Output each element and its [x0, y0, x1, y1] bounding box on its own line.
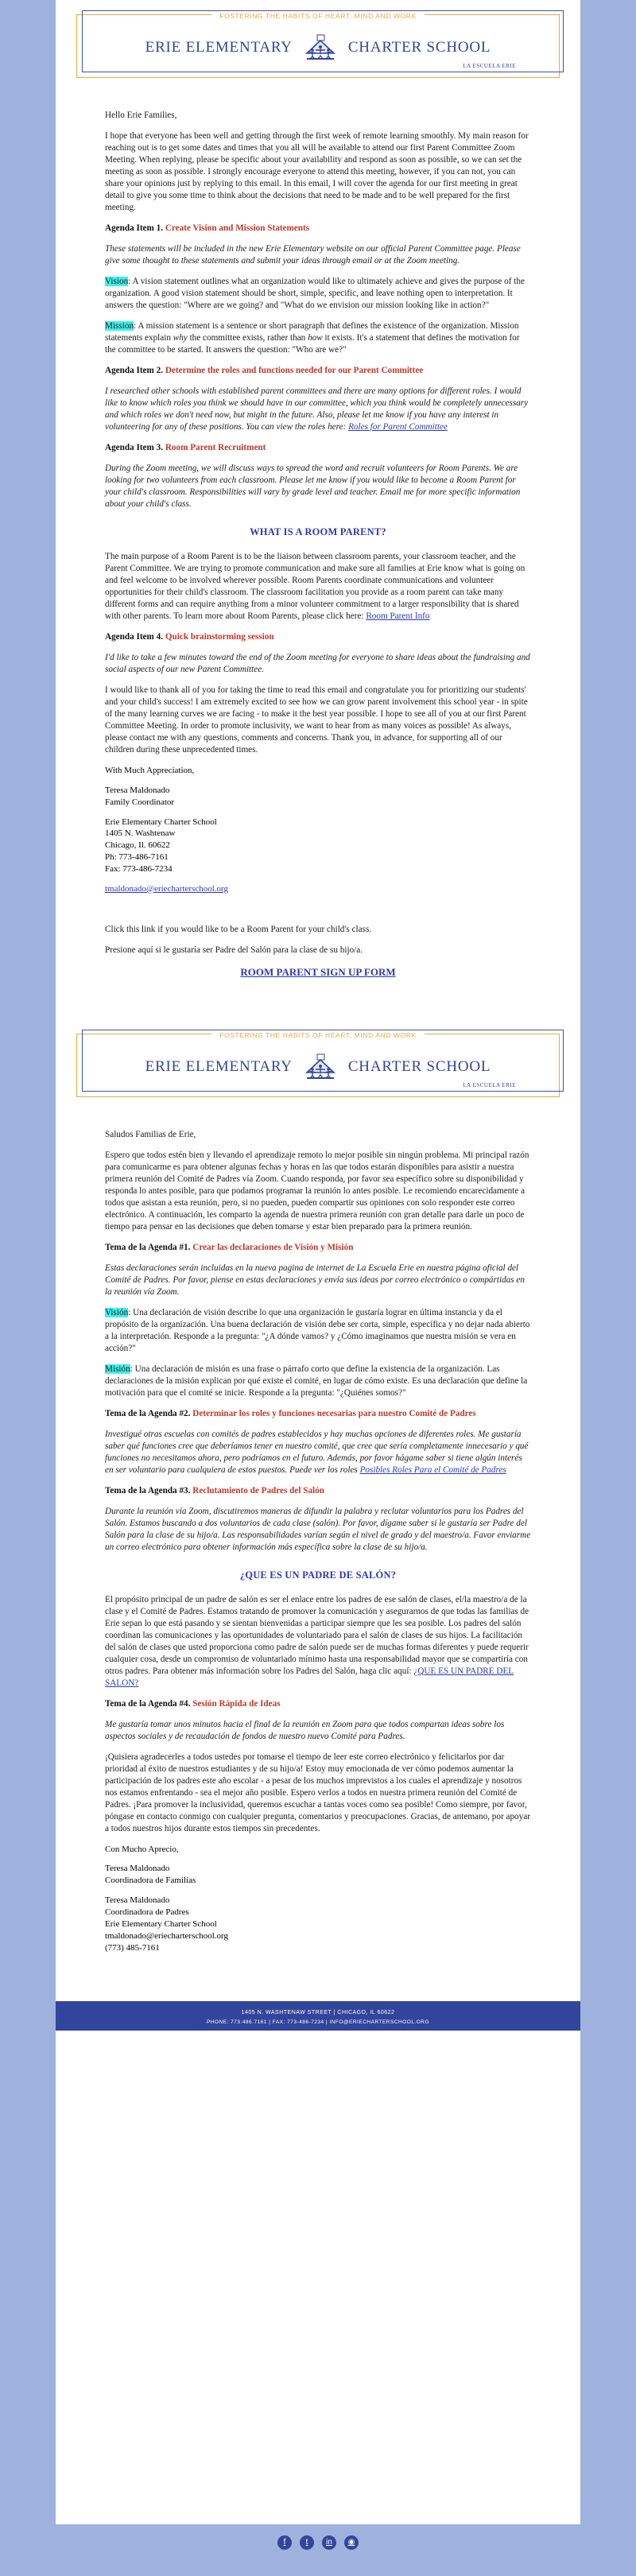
school-house-logo-icon — [302, 34, 339, 61]
logo-name-right-2: CHARTER SCHOOL — [347, 1057, 491, 1075]
vision-body-es: : Una declaración de visión describe lo que una organización le gustaría lograr en última instancia y da el propósito de la organización. Una buena declaración de visión debe ser corta, simple, específica y no dejar nada abierto a la interpretación. Responde a la pregunta: "¿A dónde vamos? y ¿Cómo imaginamos que nuestra misión se vera en acción?" — [105, 1307, 530, 1353]
masthead-frame-2 — [76, 1030, 560, 1097]
twitter-icon[interactable]: t — [300, 2535, 314, 2550]
vision-body: : A vision statement outlines what an organization would like to ultimately achieve and gives the purpose of the organization. A good vision statement should be short, simple, specific, and leave nothing open to interpretation. It answers the question: "Where are we going? and "What do we envision our mission looking like in action?" — [105, 277, 525, 310]
mission-body-1: : A mission statement is a sentence or short paragraph that defines the existence of the organization. Mission statements explain — [105, 321, 519, 343]
school-house-logo-icon-2 — [302, 1053, 339, 1080]
mission-paragraph — [105, 320, 531, 356]
tema-1-title: Crear las declaraciones de Visión y Misión — [192, 1242, 354, 1252]
logo-subtitle: LA ESCUELA ERIE — [463, 63, 516, 69]
salon-text: El propósito principal de un padre de salón es ser el enlace entre los padres de ese salón de clases, el/la maestro/a de la clase y el Comité de Padres. Estamos tratando de promover la comunicación y asegurarnos de que todas las familias de Erie sepan lo que está pasando y se sientan bienvenidas a participar siempre que les sea posible. Los padres del salón coordinan las comunicaciones y las oportunidades de voluntariado para el salón de clases de sus hijos. La facilitación del salón de clases que usted proporciona como padre de salón puede ser de muchas formas diferentes y puede requerir cualquier cosa, desde un compromiso de voluntariado mínimo hasta una responsabilidad mayor que se compartiría con otros padres. Para obtener más información sobre los Padres del Salón, haga clic aquí: — [105, 1594, 529, 1676]
masthead-spanish — [56, 1019, 580, 1108]
agenda-item-1-heading: Agenda Item 1. Create Vision and Mission Statements — [105, 223, 310, 233]
salon-body — [105, 1594, 531, 1690]
english-intro: I hope that everyone has been well and getting through the first week of remote learning smoothly. My main reason for reaching out is to get some dates and times that you all will be available to attend our first Parent Committee Zoom Meeting. When replying, please be specific about your availability and respond as soon as possible, so we can set the meeting as soon as possible. I strongly encourage everyone to attend this meeting, however, if you can not, you can share your opinions just by replying to this email. In this email, I will cover the agenda for our first meeting in great detail to give you some time to think about the decisions that need to be made and to be well prepared for the first meeting. — [105, 131, 529, 212]
tema-1-label: Tema de la Agenda #1 — [105, 1242, 188, 1252]
sig-block-name: Teresa Maldonado — [105, 1895, 170, 1906]
mision-label-es: Misión — [105, 1364, 130, 1374]
tema-2-label: Tema de la Agenda #2 — [105, 1408, 188, 1418]
agenda-2-label: Agenda Item 2 — [105, 366, 161, 375]
mission-body-2: the committee exists, rather than — [187, 333, 308, 343]
tema-2-body — [105, 1429, 531, 1476]
instagram-icon[interactable]: ◉ — [344, 2535, 359, 2550]
spanish-body — [56, 1108, 580, 2002]
vision-paragraph-es — [105, 1307, 531, 1355]
tema-1-body: Estas declaraciones serán incluidas en la nueva pagina de internet de La Escuela Erie en nuestra página oficial del Comité de Padres. Por favor, piense en estas declaraciones y envía sus ideas por correo electrónico o compártidas en la reunión vía Zoom. — [105, 1263, 525, 1297]
tema-4-heading: Tema de la Agenda #4. Sesión Rápida de Ideas — [105, 1698, 281, 1709]
room-parent-info-link[interactable]: Room Parent Info — [366, 611, 430, 621]
sig-street: 1405 N. Washtenaw — [105, 828, 176, 839]
room-parent-body — [105, 551, 531, 623]
agenda-item-1-body: These statements will be included in the new Erie Elementary website on our official Parent Committee page. Please give some thought to these statements and submit your ideas through email or at the Zoom meeting. — [105, 244, 521, 266]
mission-how: how — [308, 333, 323, 343]
roles-for-parent-committee-link[interactable]: Roles for Parent Committee — [348, 422, 448, 432]
masthead-frame — [76, 14, 560, 78]
tema-2-title: Determinar los roles y funciones necesarias para nuestro Comité de Padres — [192, 1408, 476, 1418]
tema-3-body: Durante la reunión vía Zoom, discutiremos maneras de difundir la palabra y reclutar voluntarios para los Padres del Salón. Estamos buscando a dos voluntarios de cada clase (salón). Por favor, dígame saber si le gustaría ser Padre del Salón para la clase de su hijo/a. Las responsabilidades varían según el nivel de grado y del maestro/a. Favor enviarme un correo electrónico para obtener información más específica sobre la clase de su hijo/a. — [105, 1506, 531, 1552]
email-sheet — [56, 0, 580, 2524]
room-parent-sign-up-form-link[interactable]: ROOM PARENT SIGN UP FORM — [240, 965, 396, 978]
roles-comite-padres-link[interactable]: Posibles Roles Para el Comité de Padres — [359, 1465, 506, 1475]
mission-label: Mission — [105, 321, 134, 331]
sig-block-email: tmaldonado@eriecharterschool.org — [105, 1930, 229, 1941]
sig-block-role: Coordinadora de Padres — [105, 1907, 189, 1917]
footer-contact: PHONE: 773.486.7161 | FAX: 773-486-7234 | INFO@ERIECHARTERSCHOOL.ORG — [206, 2019, 430, 2026]
tagline-wrap-2 — [77, 1028, 559, 1041]
english-signoff: With Much Appreciation, — [105, 766, 195, 775]
tema-3-title: Reclutamiento de Padres del Salón — [192, 1485, 324, 1496]
vision-label: Vision — [105, 277, 129, 286]
masthead-english — [56, 0, 580, 89]
agenda-2-title: Determine the roles and functions needed for our Parent Committee — [165, 366, 424, 375]
agenda-4-title: Quick brainstorming session — [165, 632, 274, 642]
agenda-item-2-body — [105, 386, 531, 433]
agenda-4-label: Agenda Item 4 — [105, 632, 161, 642]
sig-school: Erie Elementary Charter School — [105, 817, 217, 827]
tema-2-text: Investigué otras escuelas con comités de padres establecidos y hay muchas opciones de diferentes roles. Me gustaría saber qué funciones cree que deberíamos tener en nuestro comité, que cree que sería completamente innecesario y qué funciones no necesitamos ahora, pero podríamos en el futuro. Además, por favor hágame saber si tiene algún interés en ser voluntario para cualquiera de estos puestos. Puede ver los roles — [105, 1429, 529, 1475]
agenda-item-3-heading: Agenda Item 3. Room Parent Recruitment — [105, 443, 266, 452]
english-email-line — [105, 883, 531, 895]
sig-name: Teresa Maldonado — [105, 785, 170, 795]
linkedin-icon[interactable]: in — [322, 2535, 336, 2550]
spanish-signoff: Con Mucho Aprecio, — [105, 1844, 179, 1854]
tema-4-label: Tema de la Agenda #4 — [105, 1698, 188, 1709]
sig-fax: Fax: 773-486-7234 — [105, 863, 173, 874]
vision-label-es: Visión — [105, 1307, 129, 1317]
tema-2-heading: Tema de la Agenda #2. Determinar los roles y funciones necesarias para nuestro Comité de Padres — [105, 1408, 476, 1418]
logo-subtitle-2: LA ESCUELA ERIE — [463, 1081, 516, 1088]
tema-4-body: Me gustaría tomar unos minutos hacia el final de la reunión en Zoom para que todos compartan ideas sobre los aspectos sociales y de recaudación de fondos de nuestro nuevo Comité para Padres. — [105, 1719, 505, 1741]
spanish-greeting: Saludos Familias de Erie, — [105, 1129, 196, 1139]
room-parent-sign-up-cta[interactable] — [105, 965, 531, 980]
vision-paragraph — [105, 276, 531, 312]
agenda-item-3-body: During the Zoom meeting, we will discuss ways to spread the word and recruit volunteers for Room Parents. We are looking for two volunteers from each classroom. Please let me know if you would like to become a Room Parent for your child's classroom. Responsibilities will vary by grade level and teacher. Email me for more specific information about your child's class. — [105, 464, 521, 509]
sig-name-es: Teresa Maldonado — [105, 1864, 170, 1874]
agenda-item-2-heading: Agenda Item 2. Determine the roles and functions needed for our Parent Committee — [105, 366, 424, 375]
sig-phone: Ph: 773-486-7161 — [105, 852, 169, 863]
agenda-3-title: Room Parent Recruitment — [165, 443, 266, 452]
agenda-3-label: Agenda Item 3 — [105, 443, 161, 452]
social-links — [0, 2524, 636, 2564]
english-body — [56, 89, 580, 1019]
spanish-intro: Espero que todos estén bien y llevando el aprendizaje remoto lo mejor posible sin ningún problema. Mi principal razón para comunicarme es para obtener algunas fechas y horas en las que todos estarán disponibles para asistir a nuestra primera reunión del Comité de Padres vía Zoom. Cuando responda, por favor sea específico sobre su disponibilidad y responda lo antes posible, para que podamos programar la reunión lo antes posible. Le recomiendo encarecidamente a todos que asistan a esta reunión, pero, si no pueden, pueden compartir sus opiniones con solo responder este correo electrónico. A continuación, les comparto la agenda de nuestra primera reunión con gran detalle para darle un poco de tiempo para pensar en las decisiones que deben tomarse y estar bien preparado para la primera reunión. — [105, 1150, 529, 1232]
footer-bar — [56, 2001, 580, 2031]
english-signature-block — [105, 785, 531, 809]
tagline-wrap — [77, 9, 559, 21]
agenda-1-title: Create Vision and Mission Statements — [165, 223, 310, 233]
que-es-un-padre-de-salon-heading: ¿QUE ES UN PADRE DE SALÓN? — [239, 1569, 397, 1581]
room-parent-text: The main purpose of a Room Parent is to be the liaison between classroom parents, your classroom teacher, and the Parent Committee. We are trying to promote communication and make sure all families at Erie know what is going on and feel welcome to be involved wherever possible. Room Parents coordinate communications and volunteer opportunities for their child's classroom. The classroom facilitation you provide as a room parent can take many different forms and can require anything from a minor volunteer commitment to a larger responsibility that is shared with other parents. To learn more about Room Parents, please click here: — [105, 552, 525, 621]
spanish-closing: ¡Quisiera agradecerles a todos ustedes por tomarse el tiempo de leer este correo electrónico y felicitarlos por dar prioridad al éxito de nuestros estudiantes y de su hijo/a! Estoy muy emocionada de ver cómo podemos aumentar la participación de los padres este año escolar - a pesar de los muchos imprevistos a los cuales el aprendizaje y nosotros nos estamos enfrentando - sea el mejor año posible. Espero verlos a todos en nuestra primera reunión del Comité de Padres. ¡Para promover la inclusividad, queremos escuchar a tantas voces como sea posible! Como siempre, por favor, póngase en contacto conmigo con cualquier pregunta, comentarios y preocupaciones. Gracias, de antemano, por apoyar a todos nuestros hijos durante estos tiempos sin precedentes. — [105, 1752, 530, 1833]
mision-body-es: : Una declaración de misión es una frase o párrafo corto que define la existencia de la organización. Las declaraciones de la misión explican por qué existe el comité, en lugar de cómo existe. Es una declaración que define la motivación para que el comité se inicie. Responde a la pregunta: "¿Quiénes somos?" — [105, 1364, 528, 1398]
tema-4-title: Sesión Rápida de Ideas — [192, 1698, 281, 1709]
english-address-block — [105, 817, 531, 875]
sig-role: Family Coordinator — [105, 797, 175, 807]
what-is-a-room-parent-heading: WHAT IS A ROOM PARENT? — [250, 526, 386, 537]
sig-city: Chicago, Il. 60622 — [105, 840, 170, 851]
spanish-signature-name — [105, 1863, 531, 1887]
agenda-item-4-body: I'd like to take a few minutes toward the end of the Zoom meeting for everyone to share ideas about the fundraising and social aspects of our new Parent Committee. — [105, 653, 530, 674]
logo-row — [85, 25, 551, 66]
sig-block-school: Erie Elementary Charter School — [105, 1918, 217, 1929]
mission-body-3: it exists. It's a statement that defines the motivation for the committee to be started. It answers the question: "Who are we?" — [105, 333, 520, 355]
english-closing: I would like to thank all of you for taking the time to read this email and congratulate you for prioritizing our students' and your child's success! I am extremely excited to see how we can grow parent involvement this school year - in spite of the many learning curves we are facing - to make it the best year possible. I hope to see all of you at our first Parent Committee Meeting. In order to promote inclusivity, we want to hear from as many voices as possible! As always, please contact me with any questions, comments and concerns. Thank you, in advance, for supporting all of our children during these unprecedented times. — [105, 685, 528, 755]
footer-address: 1405 N. WASHTENAW STREET | CHICAGO, IL 60622 — [241, 2010, 395, 2016]
tema-3-label: Tema de la Agenda #3 — [105, 1485, 188, 1496]
tema-3-heading: Tema de la Agenda #3. Reclutamiento de Padres del Salón — [105, 1485, 324, 1496]
email-link[interactable]: tmaldonado@eriecharterschool.org — [105, 883, 229, 894]
sig-block-phone: (773) 485-7161 — [105, 1942, 160, 1953]
mision-paragraph-es — [105, 1364, 531, 1399]
mission-why: why — [173, 333, 188, 343]
cta-line-2: Presione aquí si le gustaría ser Padre del Salón para la clase de su hijo/a. — [105, 945, 363, 955]
agenda-2-text: I researched other schools with established parent committees and there are many options for different roles. I would like to know which roles you think we should have in our committee, which you think would be completely unnecessary and which roles we don't need now, but might in the future. Also, please let me know if you have any interest in volunteering for any of these positions. You can view the roles here: — [105, 386, 529, 432]
logo-name-left: ERIE ELEMENTARY — [145, 39, 293, 56]
logo-name-right: CHARTER SCHOOL — [347, 39, 491, 56]
agenda-item-4-heading: Agenda Item 4. Quick brainstorming session — [105, 632, 274, 642]
logo-name-left-2: ERIE ELEMENTARY — [145, 1057, 293, 1075]
logo-row-2 — [85, 1044, 551, 1085]
cta-line-1: Click this link if you would like to be a Room Parent for your child's class. — [105, 924, 372, 934]
tema-1-heading: Tema de la Agenda #1. Crear las declaraciones de Visión y Misión — [105, 1242, 354, 1252]
padre-del-salon-info-link[interactable]: ¿QUE ES UN PADRE DEL SALON? — [105, 1666, 514, 1688]
tagline: FOSTERING THE HABITS OF HEART, MIND AND WORK — [211, 13, 425, 20]
sig-role-es: Coordinadora de Familias — [105, 1876, 196, 1886]
agenda-1-label: Agenda Item 1 — [105, 223, 161, 233]
facebook-icon[interactable]: f — [277, 2535, 292, 2550]
spanish-signature-block — [105, 1895, 531, 1953]
english-greeting: Hello Erie Families, — [105, 111, 177, 120]
tagline-2: FOSTERING THE HABITS OF HEART, MIND AND WORK — [211, 1032, 425, 1039]
